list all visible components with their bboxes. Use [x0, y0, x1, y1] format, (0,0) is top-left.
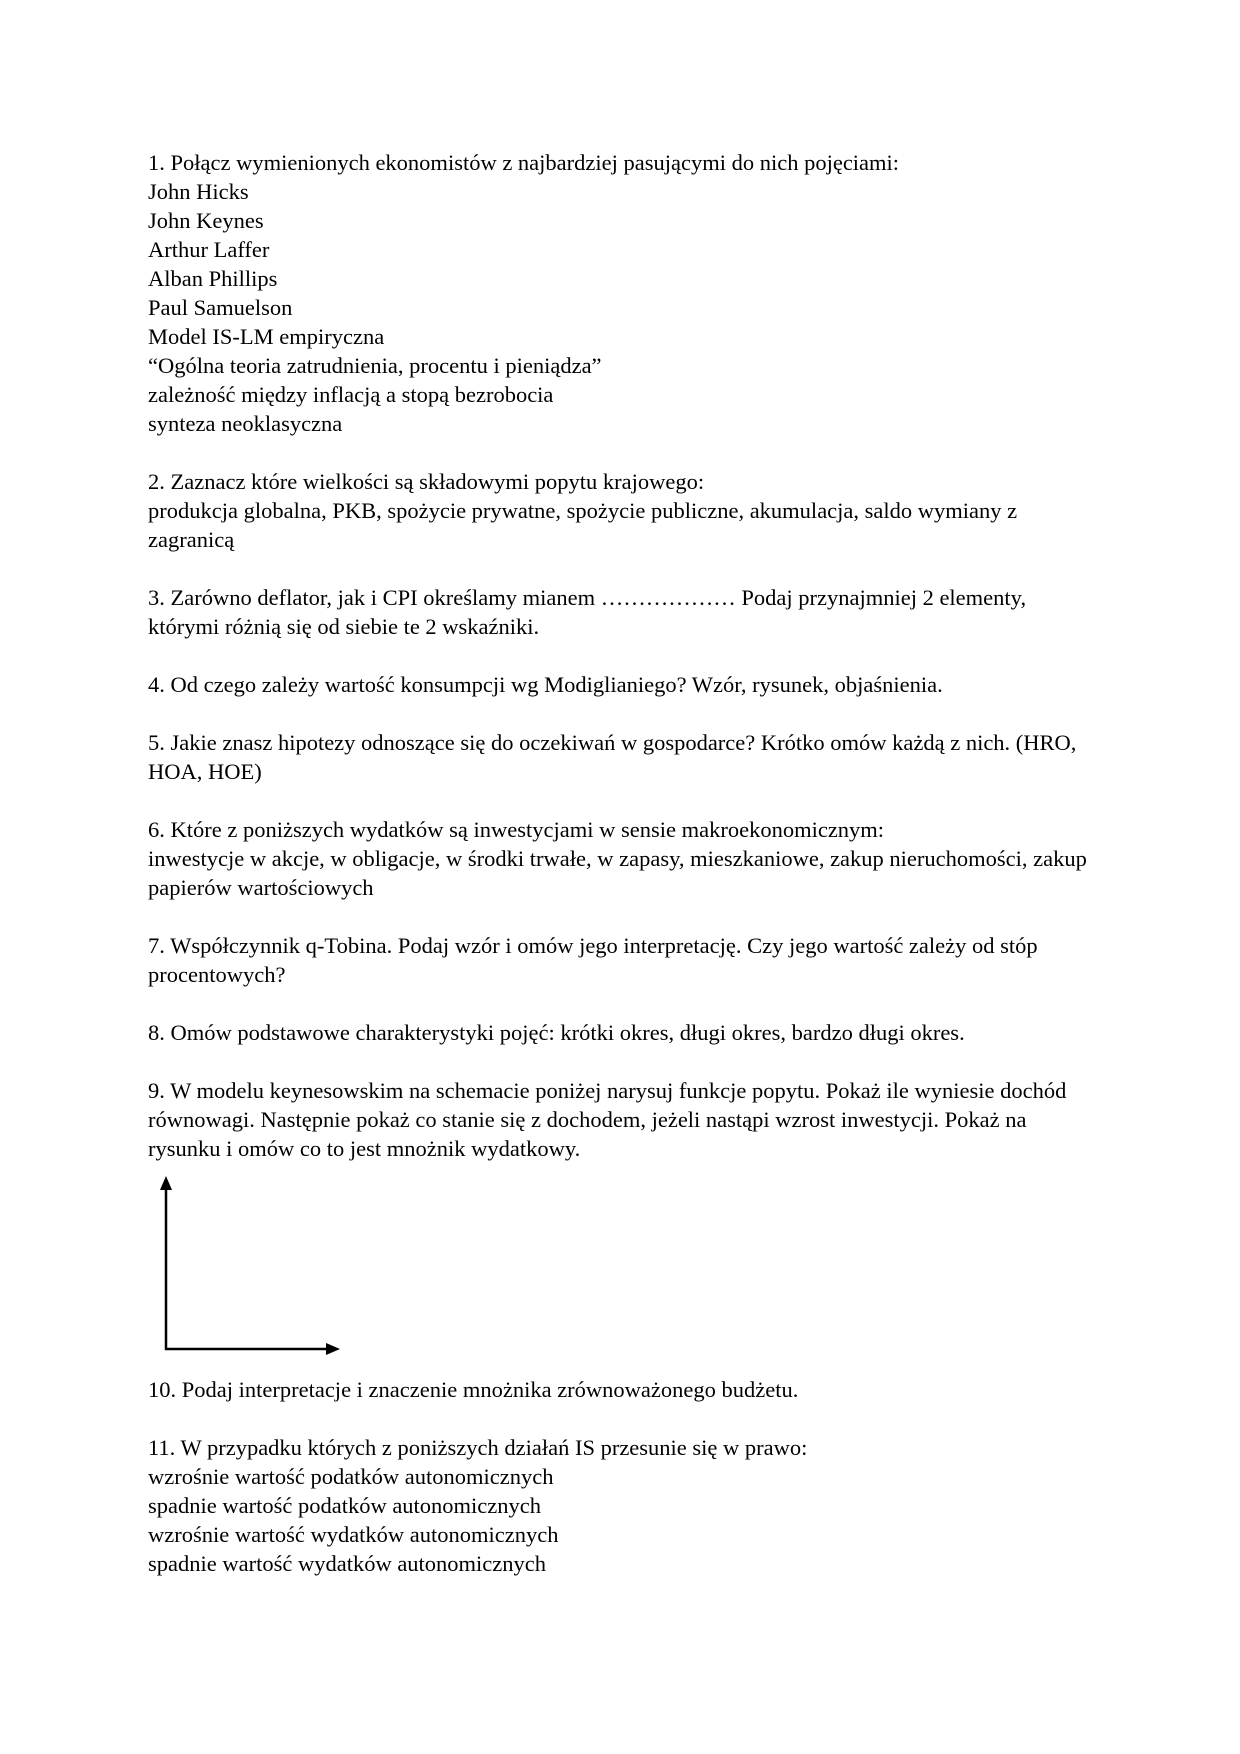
question-7 — [148, 931, 1098, 989]
question-2 — [148, 467, 1098, 554]
question-3 — [148, 583, 1098, 641]
question-3-text: 3. Zarówno deflator, jak i CPI określamy mianem ……………… Podaj przynajmniej 2 elementy, którymi różnią się od siebie te 2 wskaźniki. — [148, 585, 1027, 639]
question-11-item: spadnie wartość podatków autonomicznych — [148, 1493, 542, 1518]
question-11 — [148, 1433, 1098, 1578]
question-2-body: produkcja globalna, PKB, spożycie prywatne, spożycie publiczne, akumulacja, saldo wymiany z zagranicą — [148, 498, 1018, 552]
question-1-item: Paul Samuelson — [148, 295, 293, 320]
question-11-item: wzrośnie wartość podatków autonomicznych — [148, 1464, 554, 1489]
question-11-title: 11. W przypadku których z poniższych działań IS przesunie się w prawo: — [148, 1435, 808, 1460]
y-axis-arrowhead — [160, 1176, 172, 1190]
question-4-text: 4. Od czego zależy wartość konsumpcji wg Modiglianiego? Wzór, rysunek, objaśnienia. — [148, 672, 943, 697]
question-1-item: synteza neoklasyczna — [148, 411, 343, 436]
question-6-title: 6. Które z poniższych wydatków są inwestycjami w sensie makroekonomicznym: — [148, 817, 885, 842]
question-1-title: 1. Połącz wymienionych ekonomistów z najbardziej pasującymi do nich pojęciami: — [148, 150, 900, 175]
question-4 — [148, 670, 1098, 699]
question-10 — [148, 1375, 1098, 1404]
document-body-lower — [148, 1375, 1098, 1607]
keynesian-axes-diagram — [148, 1170, 368, 1360]
question-1-item: Arthur Laffer — [148, 237, 270, 262]
question-6-body: inwestycje w akcje, w obligacje, w środki trwałe, w zapasy, mieszkaniowe, zakup nieruchomości, zakup papierów wartościowych — [148, 846, 1087, 900]
question-9 — [148, 1076, 1098, 1163]
question-6 — [148, 815, 1098, 902]
question-2-title: 2. Zaznacz które wielkości są składowymi popytu krajowego: — [148, 469, 705, 494]
x-axis-arrowhead — [326, 1343, 340, 1355]
question-5-text: 5. Jakie znasz hipotezy odnoszące się do oczekiwań w gospodarce? Krótko omów każdą z nich. (HRO, HOA, HOE) — [148, 730, 1077, 784]
question-10-text: 10. Podaj interpretacje i znaczenie mnożnika zrównoważonego budżetu. — [148, 1377, 799, 1402]
question-1-item: zależność między inflacją a stopą bezrobocia — [148, 382, 554, 407]
question-8 — [148, 1018, 1098, 1047]
question-1 — [148, 148, 1098, 438]
question-11-item: wzrośnie wartość wydatków autonomicznych — [148, 1522, 559, 1547]
document-body — [148, 148, 1098, 1192]
question-7-text: 7. Współczynnik q-Tobina. Podaj wzór i omów jego interpretację. Czy jego wartość zależy od stóp procentowych? — [148, 933, 1038, 987]
question-1-item: “Ogólna teoria zatrudnienia, procentu i pieniądza” — [148, 353, 602, 378]
question-5 — [148, 728, 1098, 786]
question-1-item: Alban Phillips — [148, 266, 278, 291]
question-1-item: John Keynes — [148, 208, 264, 233]
question-1-item: Model IS-LM empiryczna — [148, 324, 385, 349]
axes-svg — [148, 1170, 368, 1360]
question-8-text: 8. Omów podstawowe charakterystyki pojęć: krótki okres, długi okres, bardzo długi okres. — [148, 1020, 965, 1045]
question-1-item: John Hicks — [148, 179, 249, 204]
question-11-item: spadnie wartość wydatków autonomicznych — [148, 1551, 547, 1576]
question-9-text: 9. W modelu keynesowskim na schemacie poniżej narysuj funkcje popytu. Pokaż ile wyniesie dochód równowagi. Następnie pokaż co stanie się z dochodem, jeżeli nastąpi wzrost inwestycji. Pokaż na rysunku i omów co to jest mnożnik wydatkowy. — [148, 1078, 1067, 1161]
